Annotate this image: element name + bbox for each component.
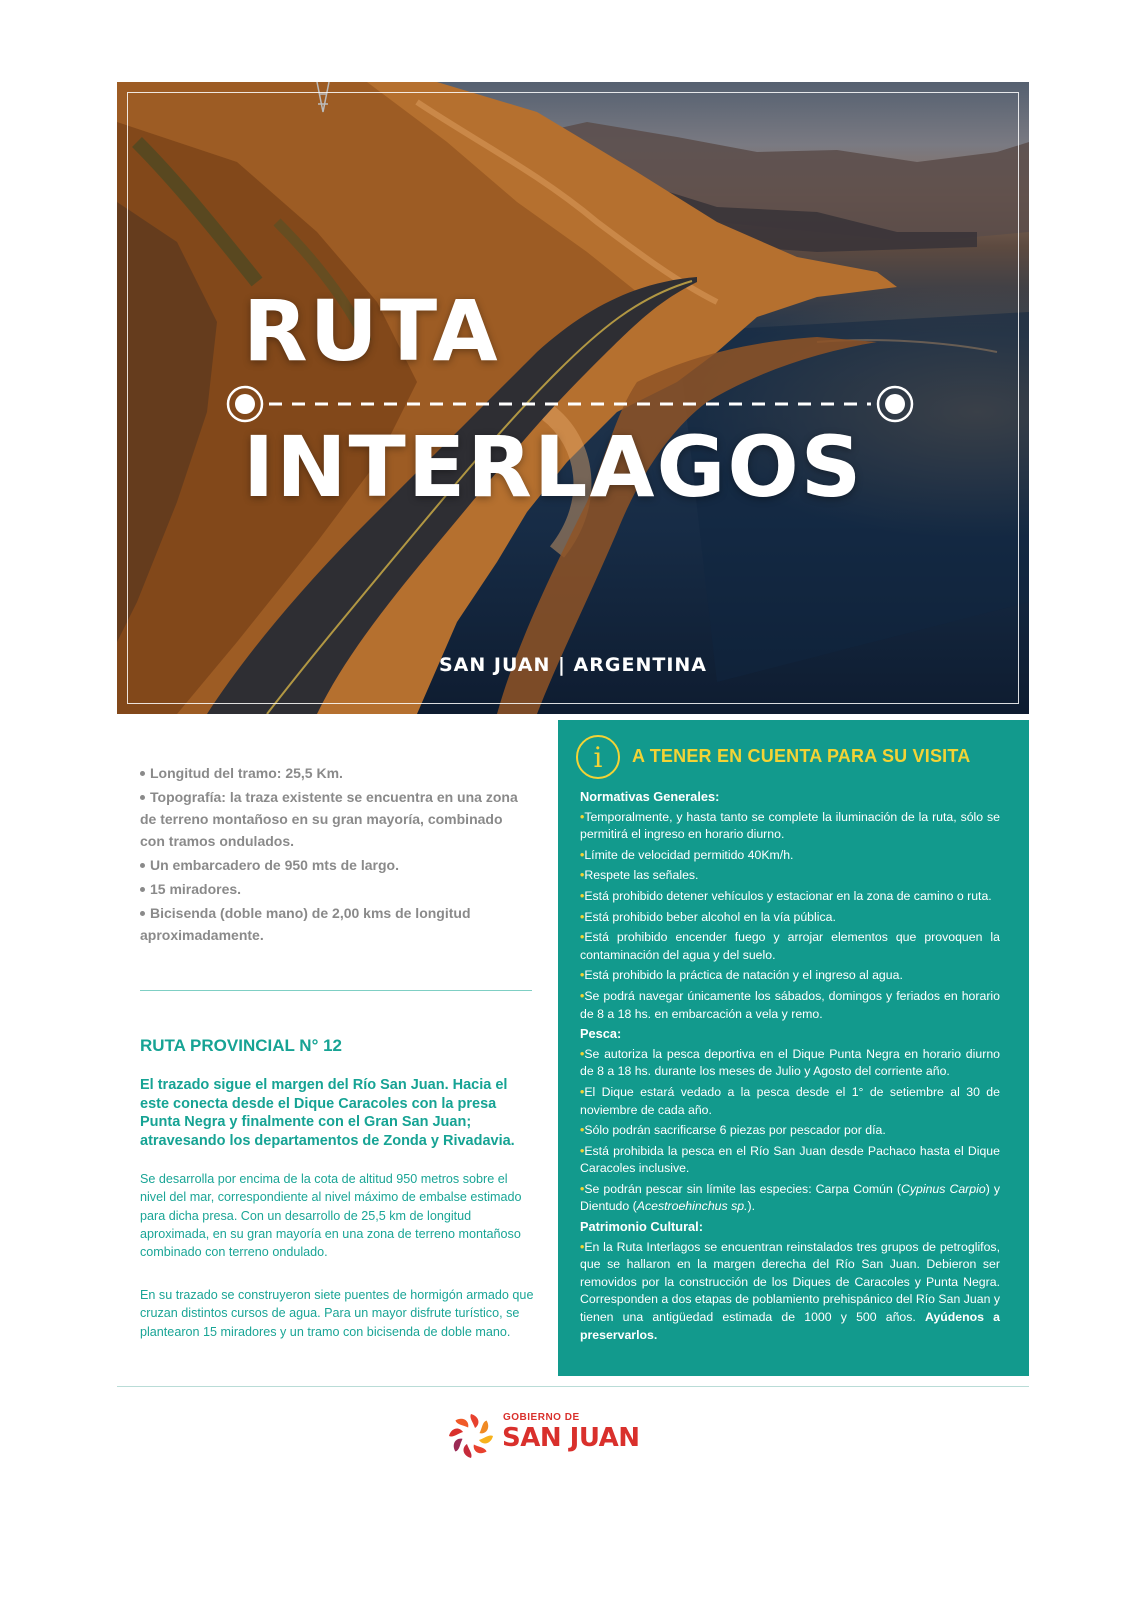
bullet-icon bbox=[140, 771, 145, 776]
pesca-item: •Está prohibida la pesca en el Río San Juan desde Pachaco hasta el Dique Caracoles inclusive. bbox=[580, 1143, 1000, 1176]
hero-banner bbox=[117, 82, 1029, 714]
logo-big-text: SAN JUAN bbox=[502, 1423, 640, 1453]
panel-title: A TENER EN CUENTA PARA SU VISITA bbox=[632, 746, 971, 766]
normativas-heading: Normativas Generales: bbox=[580, 789, 720, 804]
bullet-icon bbox=[140, 911, 145, 916]
rule-item: •Respete las señales. bbox=[580, 868, 699, 883]
hero-location: SAN JUAN | ARGENTINA bbox=[438, 654, 708, 676]
pesca-item: •Se autoriza la pesca deportiva en el Dique Punta Negra en horario diurno de 8 a 18 hs. durante los meses de Julio y Agosto del corriente año. bbox=[580, 1046, 1000, 1079]
spec-item: Topografía: la traza existente se encuentra en una zona de terreno montañoso en su gran mayoría, combinado con tramos ondulados. bbox=[140, 789, 518, 849]
ruta-paragraph-altitude: Se desarrolla por encima de la cota de altitud 950 metros sobre el nivel del mar, correspondiente al nivel máximo de embalse estimado para dicha presa. Con un desarrollo de 25,5 km de longitud aproximada, en su gran mayoría en una zona de terreno montañoso combinado con terreno ondulado. bbox=[140, 1172, 522, 1260]
info-icon: i bbox=[576, 735, 620, 779]
section-divider bbox=[140, 990, 532, 991]
rule-item: •Temporalmente, y hasta tanto se complete la iluminación de la ruta, sólo se permitirá el ingreso en horario diurno. bbox=[580, 809, 1000, 842]
panel-body bbox=[580, 786, 1000, 1344]
rule-item: •Está prohibido la práctica de natación y el ingreso al agua. bbox=[580, 968, 903, 983]
rule-item: •Límite de velocidad permitido 40Km/h. bbox=[580, 847, 794, 862]
route-specs bbox=[140, 762, 530, 948]
bullet-icon bbox=[140, 887, 145, 892]
rule-item: •Se podrá navegar únicamente los sábados, domingos y feriados en horario de 8 a 18 hs. en embarcación a vela y remo. bbox=[580, 988, 1000, 1021]
pesca-heading: Pesca: bbox=[580, 1026, 622, 1042]
visit-info-panel bbox=[558, 720, 1029, 1376]
ruta-provincial-heading: RUTA PROVINCIAL N° 12 bbox=[140, 1036, 343, 1055]
ruta-lead-paragraph: El trazado sigue el margen del Río San Juan. Hacia el este conecta desde el Dique Caracoles con la presa Punta Negra y finalmente con el Gran San Juan; atravesando los departamentos de Zonda y Rivadavia. bbox=[140, 1077, 515, 1149]
logo-small-text: GOBIERNO DE bbox=[503, 1412, 580, 1423]
bullet-icon bbox=[140, 795, 145, 800]
sun-logo-icon bbox=[445, 1410, 497, 1462]
hero-title-interlagos: INTERLAGOS bbox=[243, 418, 864, 516]
bullet-icon bbox=[140, 863, 145, 868]
patrimonio-heading: Patrimonio Cultural: bbox=[580, 1219, 703, 1235]
hero-title-ruta: RUTA bbox=[243, 282, 500, 380]
patrimonio-item: •En la Ruta Interlagos se encuentran reinstalados tres grupos de petroglifos, que se hallaron en la margen derecha del Río San Juan. Debieron ser removidos por la construcción de los Diques de Caracoles y Punta Negra. Corresponden a dos etapas de poblamiento prehispánico del Río San Juan y tienen una antigüedad estimada de 1000 y 500 años. Ayúdenos a preservarlos. bbox=[580, 1239, 1001, 1342]
pesca-species-item: •Se podrán pescar sin límite las especies: Carpa Común (Cypinus Carpio) y Dientudo (Acestroehinchus sp.). bbox=[580, 1181, 1000, 1214]
spec-list bbox=[140, 762, 530, 946]
spec-item: Un embarcadero de 950 mts de largo. bbox=[140, 854, 530, 876]
rule-item: •Está prohibido detener vehículos y estacionar en la zona de camino o ruta. bbox=[580, 888, 992, 903]
ruta-paragraph-bridges: En su trazado se construyeron siete puentes de hormigón armado que cruzan distintos cursos de agua. Para un mayor disfrute turístico, se plantearon 15 miradores y un tramo con bicisenda de doble mano. bbox=[140, 1288, 534, 1339]
footer-divider bbox=[117, 1386, 1029, 1387]
spec-item: Longitud del tramo: 25,5 Km. bbox=[140, 762, 530, 784]
pesca-item: •El Dique estará vedado a la pesca desde el 1° de setiembre al 30 de noviembre de cada año. bbox=[580, 1084, 1000, 1117]
spec-item: Bicisenda (doble mano) de 2,00 kms de longitud aproximadamente. bbox=[140, 905, 471, 943]
pesca-item: •Sólo podrán sacrificarse 6 piezas por pescador por día. bbox=[580, 1123, 886, 1138]
spec-item: 15 miradores. bbox=[140, 878, 530, 900]
rule-item: •Está prohibido beber alcohol en la vía pública. bbox=[580, 909, 836, 924]
gobierno-san-juan-logo bbox=[445, 1408, 645, 1464]
rule-item: •Está prohibido encender fuego y arrojar elementos que provoquen la contaminación del agua y del suelo. bbox=[580, 930, 1000, 962]
